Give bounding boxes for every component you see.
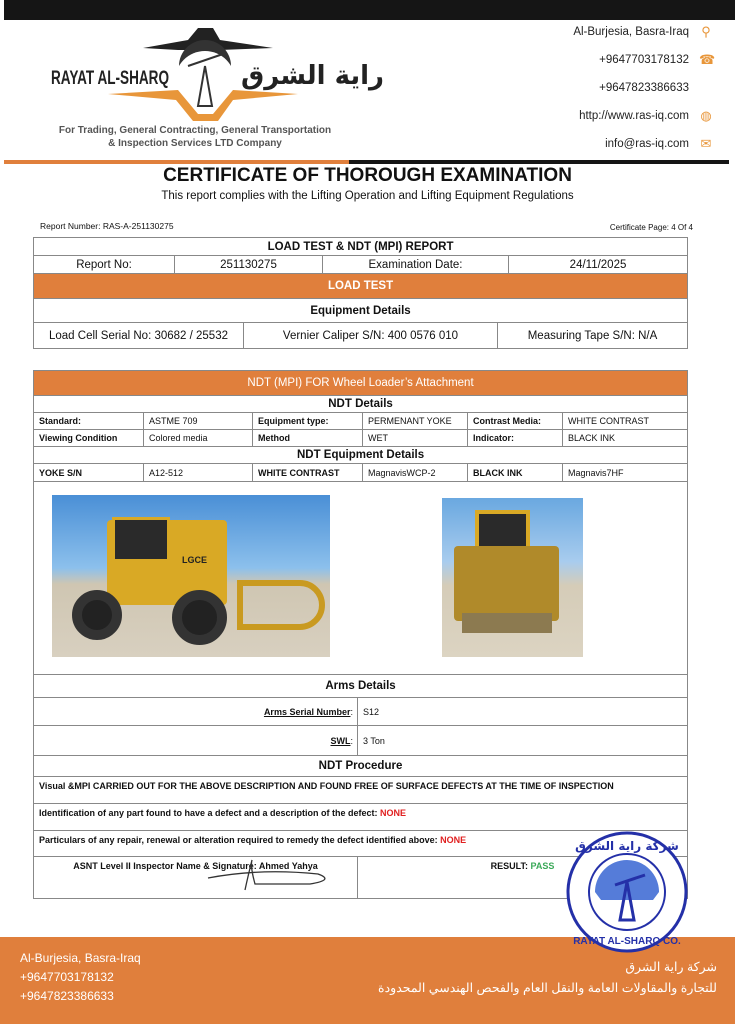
arms-details-heading: Arms Details	[34, 675, 688, 698]
load-cell-serial: Load Cell Serial No: 30682 / 25532	[34, 323, 244, 349]
ndt-row-3	[34, 464, 688, 482]
method-label: Method	[253, 430, 363, 447]
white-contrast-label: WHITE CONTRAST	[253, 464, 363, 482]
contact-email[interactable]: info@ras-iq.com ✉	[605, 136, 712, 151]
footer-company-ar: شركة راية الشرق	[625, 960, 717, 974]
method-value: WET	[363, 430, 468, 447]
indicator-value: BLACK INK	[563, 430, 688, 447]
top-bar	[4, 0, 735, 20]
svg-text:راية الشرق: راية الشرق	[241, 61, 385, 91]
footer-address: Al-Burjesia, Basra-Iraq	[20, 951, 141, 965]
arms-serial-label: Arms Serial Number:	[34, 698, 358, 726]
company-tagline: For Trading, General Contracting, General Transportation & Inspection Services LTD Company	[58, 125, 332, 149]
contact-address: Al-Burjesia, Basra-Iraq ⚲	[573, 25, 713, 39]
exam-date-value: 24/11/2025	[509, 256, 688, 274]
company-stamp	[565, 830, 690, 955]
svg-text:شركة راية الشرق: شركة راية الشرق	[575, 839, 679, 853]
yoke-sn-value: A12-512	[144, 464, 253, 482]
contact-website[interactable]: http://www.ras-iq.com ◍	[579, 108, 712, 123]
page-title: CERTIFICATE OF THOROUGH EXAMINATION	[163, 165, 572, 186]
black-ink-value: Magnavis7HF	[563, 464, 688, 482]
report-table-title: LOAD TEST & NDT (MPI) REPORT	[34, 238, 688, 256]
viewing-condition-value: Colored media	[144, 430, 253, 447]
particulars-row: Particulars of any repair, renewal or alteration required to remedy the defect identified above: NONE	[34, 831, 688, 857]
standard-value: ASTME 709	[144, 413, 253, 430]
equipment-serials-table	[33, 322, 688, 349]
wheel-loader-front-photo	[442, 498, 583, 657]
header-rule-dark	[349, 160, 729, 164]
ndt-procedure-heading: NDT Procedure	[34, 756, 688, 777]
exam-date-label: Examination Date:	[323, 256, 509, 274]
footer-phone-1: +9647703178132	[20, 970, 114, 984]
viewing-condition-label: Viewing Condition	[34, 430, 144, 447]
ndt-header: NDT (MPI) FOR Wheel Loader’s Attachment	[34, 371, 688, 396]
inspector-signature	[200, 858, 335, 893]
equipment-type-value: PERMENANT YOKE	[363, 413, 468, 430]
load-test-header: LOAD TEST	[34, 274, 688, 299]
ndt-row-1	[34, 413, 688, 430]
measuring-tape-serial: Measuring Tape S/N: N/A	[498, 323, 688, 349]
contrast-media-value: WHITE CONTRAST	[563, 413, 688, 430]
white-contrast-value: MagnavisWCP-2	[363, 464, 468, 482]
location-pin-icon: ⚲	[701, 24, 711, 39]
result-cell: RESULT: PASS	[358, 857, 688, 899]
vernier-caliper-serial: Vernier Caliper S/N: 400 0576 010	[244, 323, 498, 349]
header-rule-orange	[4, 160, 349, 164]
indicator-label: Indicator:	[468, 430, 563, 447]
identification-value: NONE	[380, 808, 407, 818]
footer-tagline-ar: للتجارة والمقاولات العامة والنقل العام والفحص الهندسي المحدودة	[378, 981, 717, 995]
yoke-sn-label: YOKE S/N	[34, 464, 144, 482]
arms-serial-value: S12	[358, 698, 688, 726]
contact-phone-2: +9647823386633	[599, 82, 689, 94]
swl-label: SWL:	[34, 726, 358, 756]
inspector-cell: ASNT Level II Inspector Name & Signature: Ahmed Yahya	[34, 857, 358, 899]
particulars-value: NONE	[440, 835, 467, 845]
result-value: PASS	[530, 861, 555, 871]
procedure-text: Visual &MPI CARRIED OUT FOR THE ABOVE DESCRIPTION AND FOUND FREE OF SURFACE DEFECTS AT THE TIME OF INSPECTION	[34, 777, 688, 804]
report-no-label: Report No:	[34, 256, 175, 274]
envelope-icon: ✉	[700, 136, 712, 151]
contrast-media-label: Contrast Media:	[468, 413, 563, 430]
ndt-row-2	[34, 430, 688, 447]
contact-phone-1: +9647703178132 ☎	[599, 52, 716, 67]
black-ink-label: BLACK INK	[468, 464, 563, 482]
swl-value: 3 Ton	[358, 726, 688, 756]
standard-label: Standard:	[34, 413, 144, 430]
phone-icon: ☎	[699, 52, 716, 67]
svg-text:RAYAT AL-SHARQ CO.: RAYAT AL-SHARQ CO.	[573, 936, 681, 947]
identification-row: Identification of any part found to have a defect and a description of the defect: NONE	[34, 804, 688, 831]
equipment-type-label: Equipment type:	[253, 413, 363, 430]
ndt-details-heading: NDT Details	[34, 396, 688, 413]
load-test-table	[33, 237, 688, 323]
report-no-value: 251130275	[175, 256, 323, 274]
inspector-name: Ahmed Yahya	[258, 861, 318, 871]
footer-phone-2: +9647823386633	[20, 989, 114, 1003]
report-number: Report Number: RAS-A-251130275	[40, 221, 174, 231]
certificate-page: Certificate Page: 4 Of 4	[609, 223, 693, 232]
globe-icon: ◍	[700, 108, 712, 123]
page-subtitle: This report complies with the Lifting Operation and Lifting Equipment Regulations	[161, 190, 574, 202]
equipment-details-heading: Equipment Details	[34, 299, 688, 323]
ndt-equipment-heading: NDT Equipment Details	[34, 447, 688, 464]
svg-text:RAYAT AL-SHARQ: RAYAT AL-SHARQ	[51, 68, 169, 89]
wheel-loader-side-photo: LGCE	[52, 495, 330, 657]
